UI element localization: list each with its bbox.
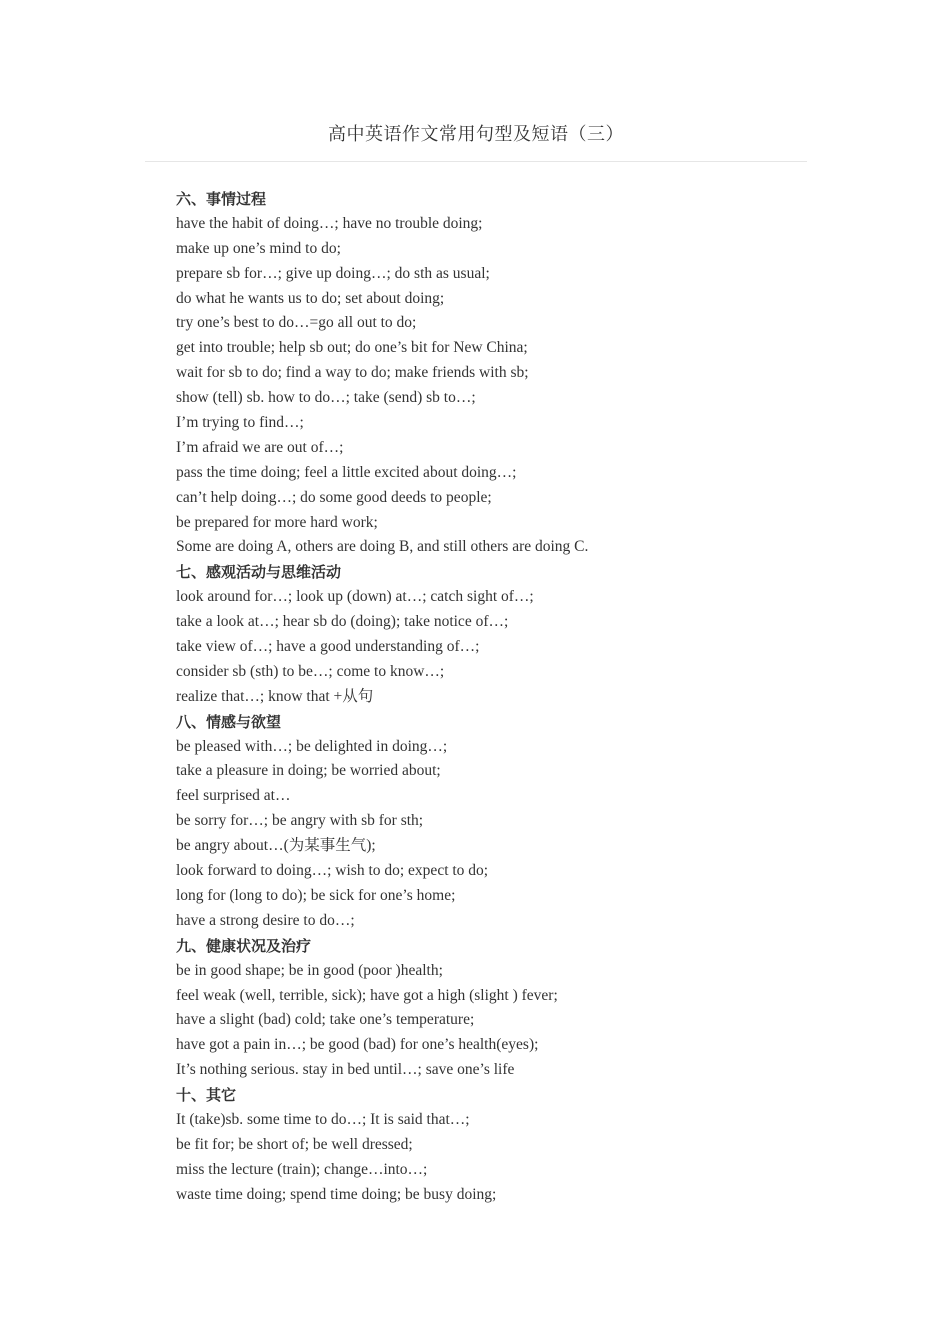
- phrase-line: realize that…; know that +从句: [176, 687, 374, 705]
- phrase-line: make up one’s mind to do;: [176, 239, 341, 257]
- section-heading-perception: 七、感观活动与思维活动: [176, 563, 342, 582]
- phrase-line: get into trouble; help sb out; do one’s bit for New China;: [176, 339, 528, 357]
- phrase-line: waste time doing; spend time doing; be busy doing;: [176, 1185, 497, 1203]
- phrase-line: be fit for; be short of; be well dressed;: [176, 1135, 413, 1153]
- section-heading-emotion: 八、情感与欲望: [176, 712, 282, 731]
- phrase-line: It (take)sb. some time to do…; It is said that…;: [176, 1110, 470, 1128]
- phrase-line: take view of…; have a good understanding of…;: [176, 638, 480, 656]
- document-body: [176, 187, 796, 1208]
- phrase-line: I’m afraid we are out of…;: [176, 438, 344, 456]
- phrase-line: It’s nothing serious. stay in bed until…; save one’s life: [176, 1061, 515, 1079]
- phrase-line: wait for sb to do; find a way to do; make friends with sb;: [176, 364, 529, 382]
- phrase-line: have got a pain in…; be good (bad) for one’s health(eyes);: [176, 1036, 539, 1054]
- phrase-line: feel weak (well, terrible, sick); have got a high (slight ) fever;: [176, 986, 558, 1004]
- phrase-line: try one’s best to do…=go all out to do;: [176, 314, 417, 332]
- phrase-line: be prepared for more hard work;: [176, 513, 378, 531]
- section-heading-process: 六、事情过程: [176, 190, 267, 208]
- phrase-line: look forward to doing…; wish to do; expect to do;: [176, 862, 489, 880]
- phrase-line: prepare sb for…; give up doing…; do sth as usual;: [176, 264, 490, 282]
- phrase-line: have a slight (bad) cold; take one’s temperature;: [176, 1011, 475, 1029]
- phrase-line: have a strong desire to do…;: [176, 911, 355, 929]
- phrase-line: consider sb (sth) to be…; come to know…;: [176, 662, 445, 680]
- phrase-line: take a pleasure in doing; be worried about;: [176, 762, 441, 780]
- phrase-line: can’t help doing…; do some good deeds to people;: [176, 488, 492, 506]
- phrase-line: pass the time doing; feel a little excited about doing…;: [176, 463, 517, 481]
- phrase-line: Some are doing A, others are doing B, and still others are doing C.: [176, 538, 589, 556]
- phrase-line: show (tell) sb. how to do…; take (send) sb to…;: [176, 389, 476, 407]
- phrase-line: long for (long to do); be sick for one’s home;: [176, 886, 456, 904]
- section-heading-other: 十、其它: [176, 1086, 237, 1105]
- phrase-line: be angry about…(为某事生气);: [176, 837, 376, 855]
- phrase-line: take a look at…; hear sb do (doing); take notice of…;: [176, 613, 509, 631]
- phrase-line: be sorry for…; be angry with sb for sth;: [176, 812, 424, 830]
- phrase-line: miss the lecture (train); change…into…;: [176, 1160, 428, 1178]
- title-divider: [145, 161, 807, 162]
- document-title: 高中英语作文常用句型及短语（三）: [328, 124, 624, 145]
- phrase-line: have the habit of doing…; have no trouble doing;: [176, 214, 483, 232]
- phrase-line: do what he wants us to do; set about doing;: [176, 289, 445, 307]
- phrase-line: be in good shape; be in good (poor )health;: [176, 961, 443, 979]
- phrase-line: I’m trying to find…;: [176, 414, 304, 432]
- section-heading-health: 九、健康状况及治疗: [176, 936, 312, 955]
- phrase-line: feel surprised at…: [176, 787, 291, 805]
- phrase-line: look around for…; look up (down) at…; catch sight of…;: [176, 588, 534, 606]
- phrase-line: be pleased with…; be delighted in doing…;: [176, 737, 448, 755]
